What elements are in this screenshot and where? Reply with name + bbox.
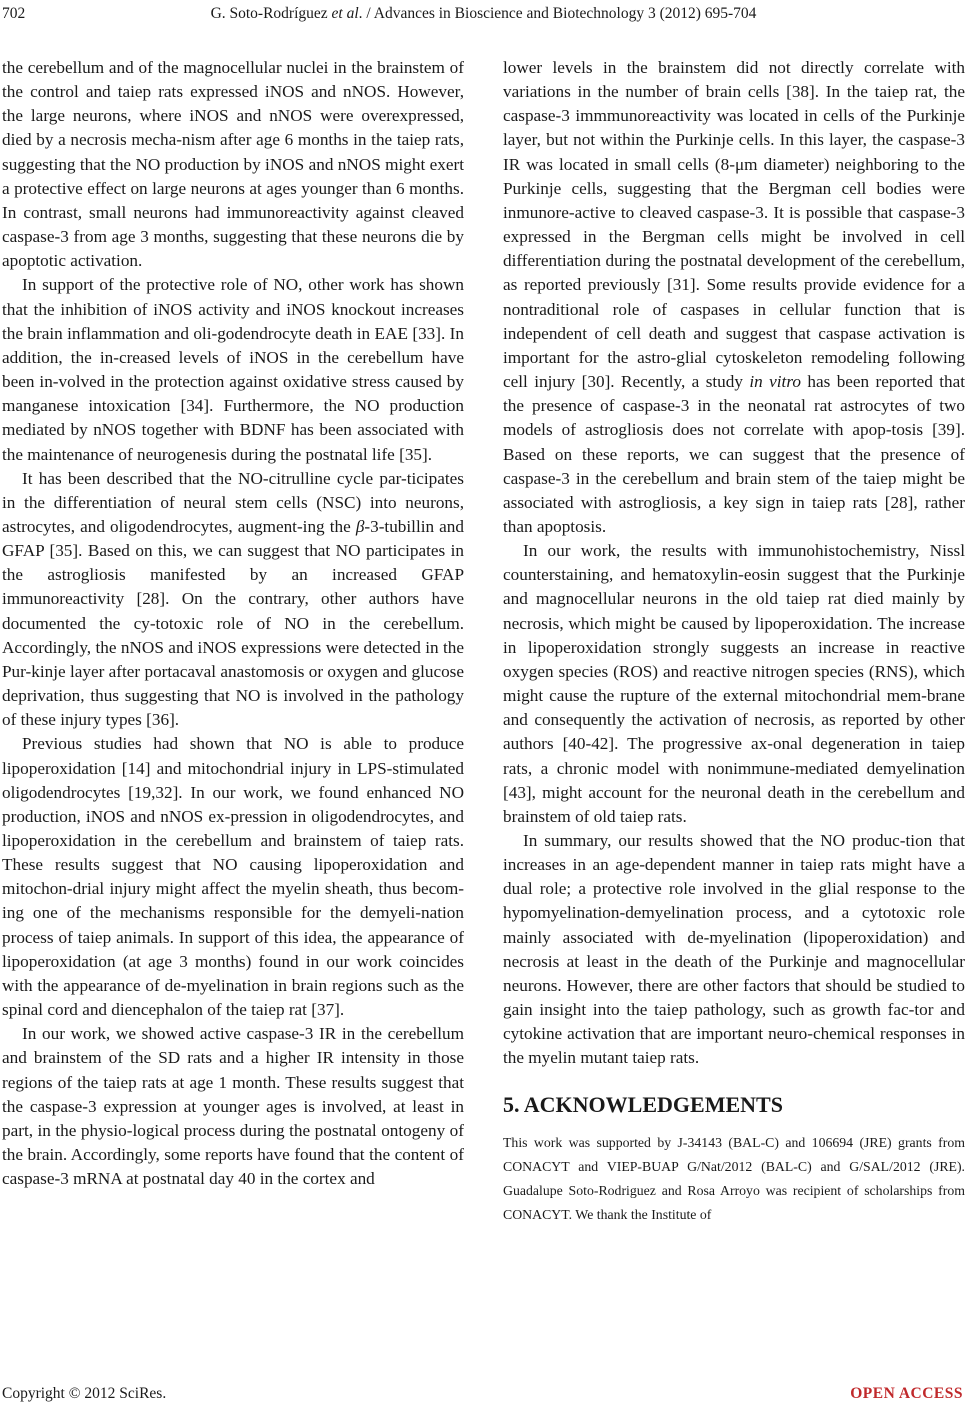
text-run: has been reported that the presence of caspase-3 in the neonatal rat astrocytes of two models of astrogliosis does not correlate with apop-tosis [39]. Based on these reports, we can suggest that the presence of caspase-3 in the cerebellum and brain stem of the taiep might be associated with astrogliosis, a key sign in taiep rats [28], rather than apoptosis. (503, 372, 965, 536)
paragraph (2, 467, 464, 733)
running-title-et-al: et al (331, 5, 359, 22)
paragraph: the cerebellum and of the magnocellular nuclei in the brainstem of the control and taiep rats expressed iNOS and nNOS. However, the large neurons, where iNOS and nNOS were overexpressed, died by a necrosis mecha-nism after age 6 months in the taiep rats, suggesting that the NO production by iNOS and nNOS might exert a protective effect on large neurons at ages younger than 6 months. In contrast, small neurons had immunoreactivity against cleaved caspase-3 from age 3 months, suggesting that these neurons die by apoptotic activation. (2, 58, 464, 271)
paragraph: In summary, our results showed that the NO produc-tion that increases in an age-dependent manner in taiep rats might have a dual role; a protective role involved in the glial response to the hypomyelination-demyelination process, and a cytotoxic role mainly associated with de-myelination (lipoperoxidation) and necrosis at least in the death of the Purkinje and magnocellular neurons. However, there are other factors that should be studied to gain insight into the taiep pathology, such as growth fac-tor and cytokine activation that are important neuro-chemical responses in the myelin mutant taiep rats. (503, 831, 965, 1068)
beta-symbol: β (355, 516, 365, 536)
right-column (503, 56, 965, 1227)
paragraph: Previous studies had shown that NO is able to produce lipoperoxidation [14] and mitochondrial injury in LPS-stimulated oligodendrocytes [19,32]. In our work, we found enhanced NO production, iNOS and nNOS ex-pression in oligodendrocytes, and lipoperoxidation in the cerebellum and brainstem of taiep rats. These results suggest that NO causing lipoperoxidation and mitochon-drial injury might affect the myelin sheath, thus becom-ing one of the mechanisms responsible for the demyeli-nation process of taiep animals. In support of this idea, the appearance of lipoperoxidation (at age 3 months) found in our work coincides with the appearance of de-myelination in brain regions such as the spinal cord and diencephalon of the taiep rat [37]. (2, 734, 464, 1020)
page-footer (0, 1384, 967, 1408)
copyright-notice: Copyright © 2012 SciRes. (2, 1385, 167, 1402)
left-column (2, 56, 464, 1191)
paragraph: In our work, the results with immunohistochemistry, Nissl counterstaining, and hematoxylin-eosin suggest that the Purkinje and magnocellular neurons in the old taiep rat died mainly by necrosis, which might be caused by lipoperoxidation. The increase in lipoperoxidation strongly suggests an increase in reactive oxygen species (ROS) and reactive nitrogen species (RNS), which might cause the rupture of the external mitochondrial mem-brane and consequently the activation of necrosis, as reported by other authors [40-42]. The progressive ax-onal degeneration in taiep rats, a chronic model with nonimmune-mediated demyelination [43], might account for the neuronal death in the cerebellum and brainstem of old taiep rats. (503, 541, 965, 826)
paragraph (503, 56, 965, 539)
running-title-journal: . / Advances in Bioscience and Biotechnology 3 (2012) 695-704 (358, 5, 757, 22)
acknowledgements-text: This work was supported by J-34143 (BAL-C) and 106694 (JRE) grants from CONACYT and VIEP-BUAP G/Nat/2012 (BAL-C) and G/SAL/2012 (JRE). Guadalupe Soto-Rodriguez and Rosa Arroyo was recipient of scholarships from CONACYT. We thank the Institute of (503, 1134, 965, 1223)
section-heading-acknowledgements: 5. ACKNOWLEDGEMENTS (503, 1091, 783, 1117)
page-number: 702 (2, 5, 26, 22)
paragraph: In our work, we showed active caspase-3 IR in the cerebellum and brainstem of the SD rats and a higher IR intensity in those regions of the taiep rats at age 1 month. These results suggest that the caspase-3 expression at younger ages is involved, at least in part, in the physio-logical process during the postnatal ontogeny of the brain. Accordingly, some reports have found that the content of caspase-3 mRNA at postnatal day 40 in the cortex and (2, 1024, 464, 1189)
running-title (0, 4, 967, 24)
text-run: It has been described that the NO-citrulline cycle par-ticipates in the differentiation of neural stem cells (NSC) into neurons, astrocytes, and oligodendrocytes, augment-ing the (2, 468, 464, 536)
in-vitro-term: in vitro (749, 372, 801, 392)
running-title-authors: G. Soto-Rodríguez (210, 5, 328, 22)
text-run: -3-tubillin and GFAP [35]. Based on this, we can suggest that NO participates in the astrogliosis manifested by an increased GFAP immunoreactivity [28]. On the contrary, other authors have documented the cy-totoxic role of NO in the cerebellum. Accordingly, the nNOS and iNOS expressions were detected in the Pur-kinje layer after portacaval anastomosis or oxygen and glucose deprivation, thus suggesting that NO is involved in the pathology of these injury types [36]. (2, 516, 464, 730)
paragraph: In support of the protective role of NO, other work has shown that the inhibition of iNOS activity and iNOS knockout increases the brain inflammation and oli-godendrocyte death in EAE [33]. In addition, the in-creased levels of iNOS in the cerebellum have been in-volved in the protection against oxidative stress caused by manganese intoxication [34]. Furthermore, the NO production mediated by nNOS together with BDNF has been associated with the maintenance of neurogenesis during the postnatal life [35]. (2, 275, 464, 464)
open-access-label: OPEN ACCESS (850, 1385, 963, 1402)
text-run: lower levels in the brainstem did not directly correlate with variations in the number of brain cells [38]. In the taiep rat, the caspase-3 immmunoreactivity was located in cells of the Purkinje layer, but not within the Purkinje cells. In this layer, the caspase-3 IR was located in small cells (8-μm diameter) neighboring to the Purkinje cells, suggesting that the Bergman cell bodies were inmunore-active to cleaved caspase-3. It is possible that caspase-3 expressed in the Bergman cells might be involved in cell differentiation during the postnatal development of the cerebellum, as reported previously [31]. Some results provide evidence for a nontraditional role of caspases in cellular function that is independent of cell death and suggest that caspase activation is important for the astro-glial cytoskeleton remodeling following cell injury [30]. Recently, a study (503, 58, 965, 392)
page-header (0, 4, 967, 30)
